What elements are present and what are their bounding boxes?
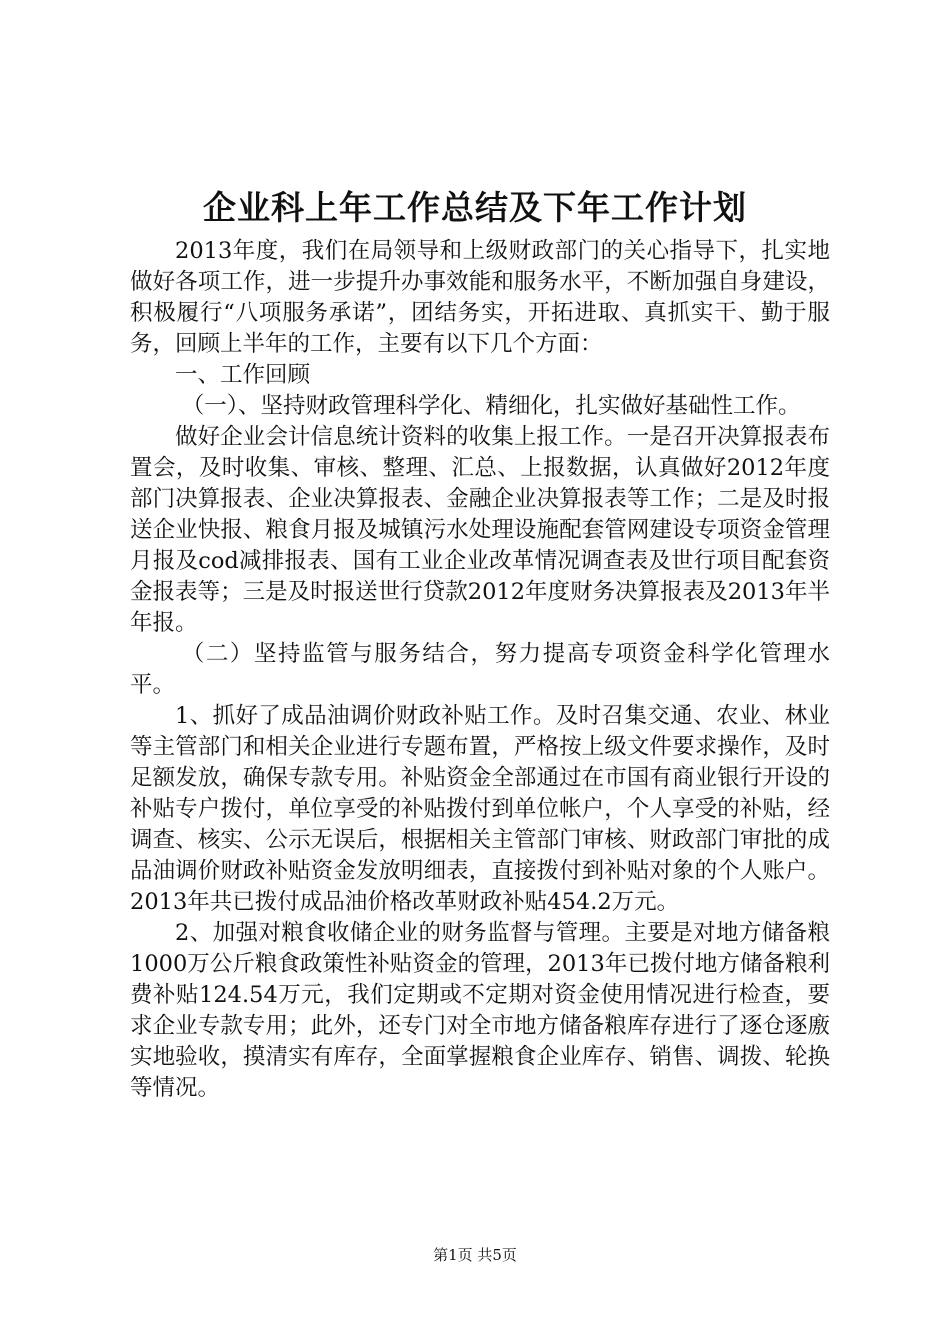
paragraph-statistics: 做好企业会计信息统计资料的收集上报工作。一是召开决算报表布置会，及时收集、审核、整理、汇总、上报数据，认真做好2012年度部门决算报表、企业决算报表、金融企业决算报表等工作；二是及时报送企业快报、粮食月报及城镇污水处理设施配套管网建设专项资金管理月报及cod减排报表、国有工业企业改革情况调查表及世行项目配套资金报表等；三是及时报送世行贷款2012年度财务决算报表及2013年半年报。 (130, 424, 830, 636)
paragraph-oil-subsidy: 1、抓好了成品油调价财政补贴工作。及时召集交通、农业、林业等主管部门和相关企业进行专题布置，严格按上级文件要求操作，及时足额发放，确保专款专用。补贴资金全部通过在市国有商业银行开设的补贴专户拨付，单位享受的补贴拨付到单位帐户，个人享受的补贴，经调查、核实、公示无误后，根据相关主管部门审核、财政部门审批的成品油调价财政补贴资金发放明细表，直接拨付到补贴对象的个人账户。2013年共已拨付成品油价格改革财政补贴454.2万元。 (130, 703, 830, 915)
document-body (130, 236, 830, 1104)
subsection-heading-1: （一）、坚持财政管理科学化、精细化，扎实做好基础性工作。 (181, 393, 801, 419)
document-title: 企业科上年工作总结及下年工作计划 (203, 188, 747, 227)
section-heading-review: 一、工作回顾 (175, 362, 311, 388)
paragraph-grain-reserve: 2、加强对粮食收储企业的财务监督与管理。主要是对地方储备粮1000万公斤粮食政策性补贴资金的管理，2013年已拨付地方储备粮利费补贴124.54万元，我们定期或不定期对资金使用情况进行检查，要求企业专款专用；此外，还专门对全市地方储备粮库存进行了逐仓逐廒实地验收，摸清实有库存，全面掌握粮食企业库存、销售、调拨、轮换等情况。 (130, 920, 830, 1101)
page-footer: 第1页 共5页 (433, 1246, 517, 1264)
intro-paragraph: 2013年度，我们在局领导和上级财政部门的关心指导下，扎实地做好各项工作，进一步提升办事效能和服务水平，不断加强自身建设，积极履行“八项服务承诺”，团结务实，开拓进取、真抓实干、勤于服务，回顾上半年的工作，主要有以下几个方面： (130, 238, 830, 357)
subsection-heading-2: （二）坚持监管与服务结合，努力提高专项资金科学化管理水平。 (130, 641, 830, 698)
